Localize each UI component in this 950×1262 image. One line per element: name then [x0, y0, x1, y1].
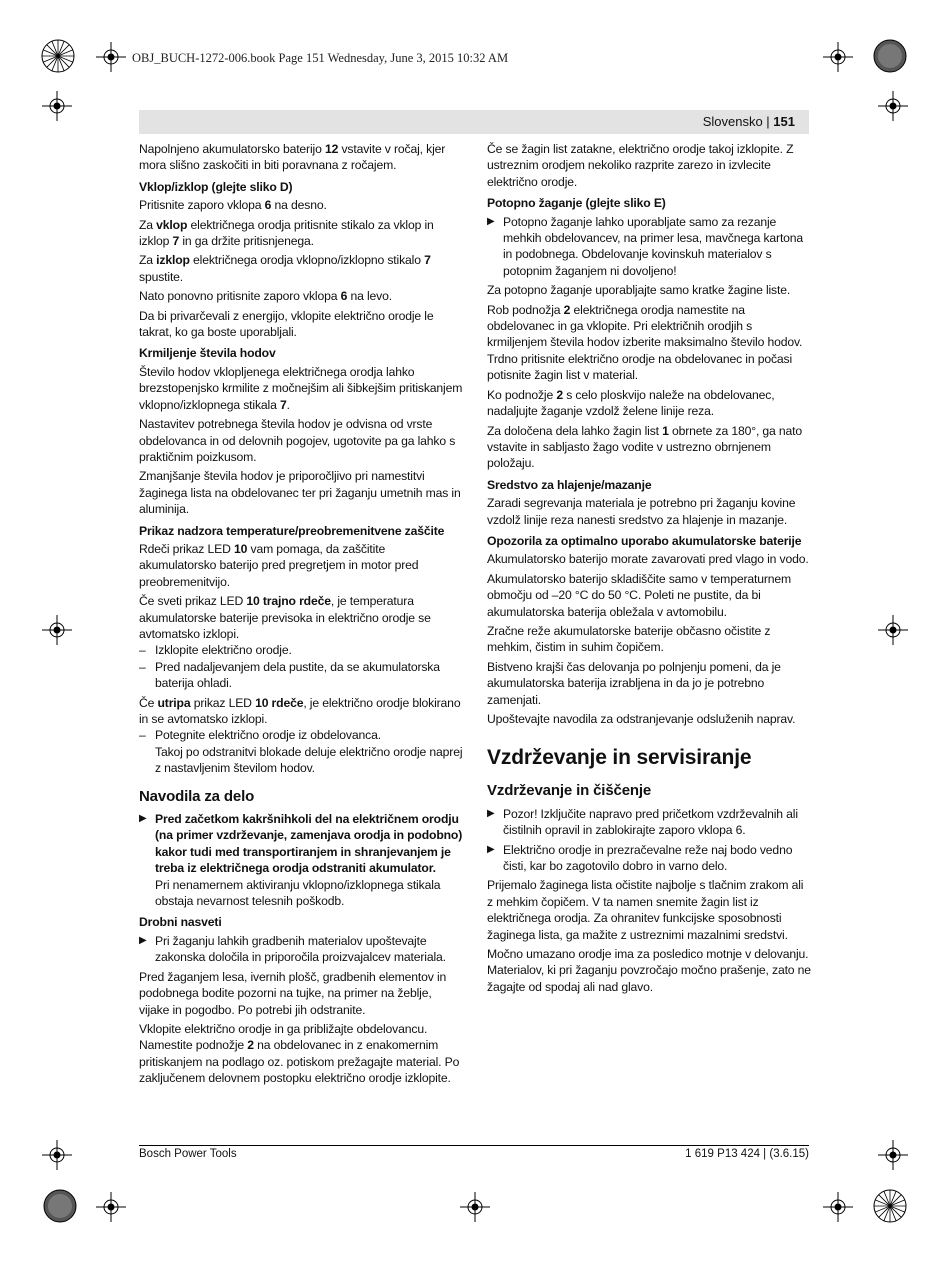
- registration-mark: [96, 1192, 126, 1222]
- registration-mark: [460, 1192, 490, 1222]
- right-column: [487, 141, 811, 998]
- paragraph: Takoj po odstranitvi blokade deluje električno orodje naprej z nastavljenim številom hodov.: [155, 744, 463, 776]
- warning-item: ▶ Pred začetkom kakršnihkoli del na električnem orodju (na primer vzdrževanje, zamenjava orodja in podobno) kakor tudi med transportiranjem in shranjevanjem je treba iz električnega orodja odstraniti akumulator. Pri nenamernem aktiviranju vklopno/izklopnega stikala obstaja nevarnost telesnih poškodb.: [139, 812, 463, 909]
- list-item: – Potegnite električno orodje iz obdelovanca.: [139, 728, 381, 743]
- warning-arrow-icon: ▶: [139, 934, 147, 946]
- paragraph: Nato ponovno pritisnite zaporo vklopa 6 na levo.: [139, 289, 392, 304]
- paragraph: Pritisnite zaporo vklopa 6 na desno.: [139, 198, 327, 213]
- section-heading: Vzdrževanje in čiščenje: [487, 782, 652, 800]
- chapter-heading: Vzdrževanje in servisiranje: [487, 746, 752, 770]
- page-header: [139, 110, 809, 134]
- registration-mark: [878, 615, 908, 645]
- warning-arrow-icon: ▶: [487, 843, 495, 855]
- footer-brand: Bosch Power Tools: [139, 1148, 237, 1160]
- page-number: 151: [773, 114, 795, 129]
- print-slug: OBJ_BUCH-1272-006.book Page 151 Wednesday, June 3, 2015 10:32 AM: [132, 51, 509, 65]
- paragraph: Za izklop električnega orodja vklopno/izklopno stikalo 7 spustite.: [139, 253, 431, 284]
- paragraph: Napolnjeno akumulatorsko baterijo 12 vstavite v ročaj, kjer mora slišno zaskočiti in biti poravnana z ročajem.: [139, 142, 446, 173]
- list-item: – Pred nadaljevanjem dela pustite, da se akumulatorska baterija ohladi.: [139, 659, 440, 691]
- paragraph: Če sveti prikaz LED 10 trajno rdeče, je temperatura akumulatorske baterije previsoka in električno orodje se avtomatsko izklopi.: [139, 594, 431, 641]
- paragraph: Zmanjšanje števila hodov je priporočljivo pri namestitvi žaginega lista na obdelovanec ter pri žaganju umetnih mas in aluminija.: [139, 469, 461, 517]
- section-heading: Sredstvo za hlajenje/mazanje: [487, 477, 652, 492]
- warning-arrow-icon: ▶: [487, 215, 495, 227]
- paragraph: Rob podnožja 2 električnega orodja namestite na obdelovanec in ga vklopite. Pri električnih orodjih s krmiljenjem števila hodov izberite maksimalno število hodov. Trdno pritisnite električno orodje na obdelovanec in počasi potisnite žagin list v material.: [487, 302, 803, 383]
- paragraph: Zaradi segrevanja materiala je potrebno pri žaganju kovine vzdolž linije reza nanesti sredstvo za hlajenje in mazanje.: [487, 496, 796, 527]
- list-item: – Izklopite električno orodje.: [139, 643, 292, 658]
- section-heading: Vklop/izklop (glejte sliko D): [139, 179, 293, 194]
- paragraph: Za potopno žaganje uporabljajte samo kratke žagine liste.: [487, 283, 791, 298]
- left-column: [139, 141, 463, 1090]
- paragraph: Upoštevajte navodila za odstranjevanje odsluženih naprav.: [487, 712, 796, 726]
- paragraph: Če se žagin list zatakne, električno orodje takoj izklopite. Z ustreznim orodjem nekoliko razprite zarezo in izvlecite električno orodje.: [487, 142, 794, 189]
- paragraph: Rdeči prikaz LED 10 vam pomaga, da zaščitite akumulatorsko baterijo pred pregretjem in motor pred preobremenitvijo.: [139, 541, 419, 589]
- registration-mark: [878, 1140, 908, 1170]
- paragraph: Akumulatorsko baterijo skladiščite samo v temperaturnem območju od –20 °C do 50 °C. Poleti ne pustite, da bi akumulatorska baterija obležala v avtomobilu.: [487, 571, 792, 619]
- registration-mark: [42, 1140, 72, 1170]
- section-heading: Potopno žaganje (glejte sliko E): [487, 196, 666, 211]
- registration-mark: [823, 1192, 853, 1222]
- paragraph: Če utripa prikaz LED 10 rdeče, je električno orodje blokirano in se avtomatsko izklopi.: [139, 695, 461, 726]
- warning-item: ▶ Pozor! Izključite napravo pred pričetkom vzdrževalnih ali čistilnih opravil in zablokirajte zaporo vklopa 6.: [487, 806, 798, 838]
- paragraph: Močno umazano orodje ima za posledico motnje v delovanju. Materialov, ki pri žaganju povzročajo močno prašenje, zato ne žagajte od spodaj ali nad glavo.: [487, 947, 811, 994]
- registration-mark: [42, 91, 72, 121]
- section-heading: Navodila za delo: [139, 787, 255, 805]
- footer-doc-number: 1 619 P13 424 | (3.6.15): [685, 1148, 809, 1160]
- section-heading: Opozorila za optimalno uporabo akumulatorske baterije: [487, 533, 802, 548]
- paragraph: Pred žaganjem lesa, ivernih plošč, gradbenih elementov in podobnega bodite pozorni na tujke, na primer na žeblje, vijake in pogodbo. Po potrebi jih odstranite.: [139, 969, 447, 1017]
- warning-item: ▶ Električno orodje in prezračevalne reže naj bodo vedno čisti, kar bo zagotovilo dobro in varno delo.: [487, 842, 793, 874]
- warning-item: ▶ Potopno žaganje lahko uporabljate samo za rezanje mehkih obdelovancev, na primer lesa, mavčnega kartona in podobnega. Obdelovanje kovinskuh materialov s potopnim žaganjem ni dovoljeno!: [487, 214, 804, 278]
- star-target-mark: [872, 1188, 908, 1224]
- footer-divider: [139, 1145, 809, 1146]
- gray-target-mark: [872, 38, 908, 74]
- paragraph: Za določena dela lahko žagin list 1 obrnete za 180°, ga nato vstavite in sabljasto žago vodite v ustrezno obrnjenem položaju.: [487, 423, 803, 471]
- paragraph: Ko podnožje 2 s celo ploskvijo naleže na obdelovanec, nadaljujte žaganje vzdolž želene linije reza.: [487, 387, 775, 419]
- warning-item: ▶ Pri žaganju lahkih gradbenih materialov upoštevajte zakonska določila in priporočila proizvajalcev materiala.: [139, 933, 446, 965]
- paragraph: Nastavitev potrebnega števila hodov je odvisna od vrste obdelovanca in od delovnih pogojev, ugotovite pa ga lahko s praktičnim poizkusom.: [139, 417, 456, 464]
- section-heading: Drobni nasveti: [139, 915, 222, 930]
- warning-arrow-icon: ▶: [139, 813, 147, 825]
- warning-arrow-icon: ▶: [487, 807, 495, 819]
- paragraph: Da bi privarčevali z energijo, vklopite električno orodje le takrat, ko ga boste uporabljali.: [139, 308, 434, 340]
- paragraph: Bistveno krajši čas delovanja po polnjenju pomeni, da je akumulatorska baterija izrabljena in da jo je potrebno zamenjati.: [487, 659, 781, 707]
- paragraph: Zračne reže akumulatorske baterije občasno očistite z mehkim, čistim in suhim čopičem.: [487, 623, 771, 655]
- section-heading: Prikaz nadzora temperature/preobremenitvene zaščite: [139, 523, 445, 538]
- paragraph: Vklopite električno orodje in ga približajte obdelovancu. Namestite podnožje 2 na obdelovanec in z enakomernim pritiskanjem na podlago oz. potiskom prežagajte material. Po zaključenem delovnem postopku električno orodje izklopite.: [139, 1021, 460, 1086]
- star-target-mark: [40, 38, 76, 74]
- gray-target-mark: [42, 1188, 78, 1224]
- paragraph: Prijemalo žaginega lista očistite najbolje s tlačnim zrakom ali z mehkim čopičem. V ta namen snemite žagin list iz električnega orodja. Za ohranitev funkcijske sposobnosti žaginega lista, ga mažite z ustreznimi mazalnimi sredstvi.: [487, 878, 804, 942]
- registration-mark: [878, 91, 908, 121]
- registration-mark: [823, 42, 853, 72]
- header-section: Slovensko | 151: [702, 114, 795, 129]
- registration-mark: [42, 615, 72, 645]
- registration-mark: [96, 42, 126, 72]
- paragraph: Število hodov vklopljenega električnega orodja lahko brezstopenjsko krmilite z močnejšim ali šibkejšim pritiskanjem vklopno/izklopnega stikala 7.: [139, 364, 463, 412]
- paragraph: Akumulatorsko baterijo morate zavarovati pred vlago in vodo.: [487, 552, 809, 567]
- paragraph: Za vklop električnega orodja pritisnite stikalo za vklop in izklop 7 in ga držite pritisnjenega.: [139, 217, 434, 249]
- section-heading: Krmiljenje števila hodov: [139, 346, 276, 361]
